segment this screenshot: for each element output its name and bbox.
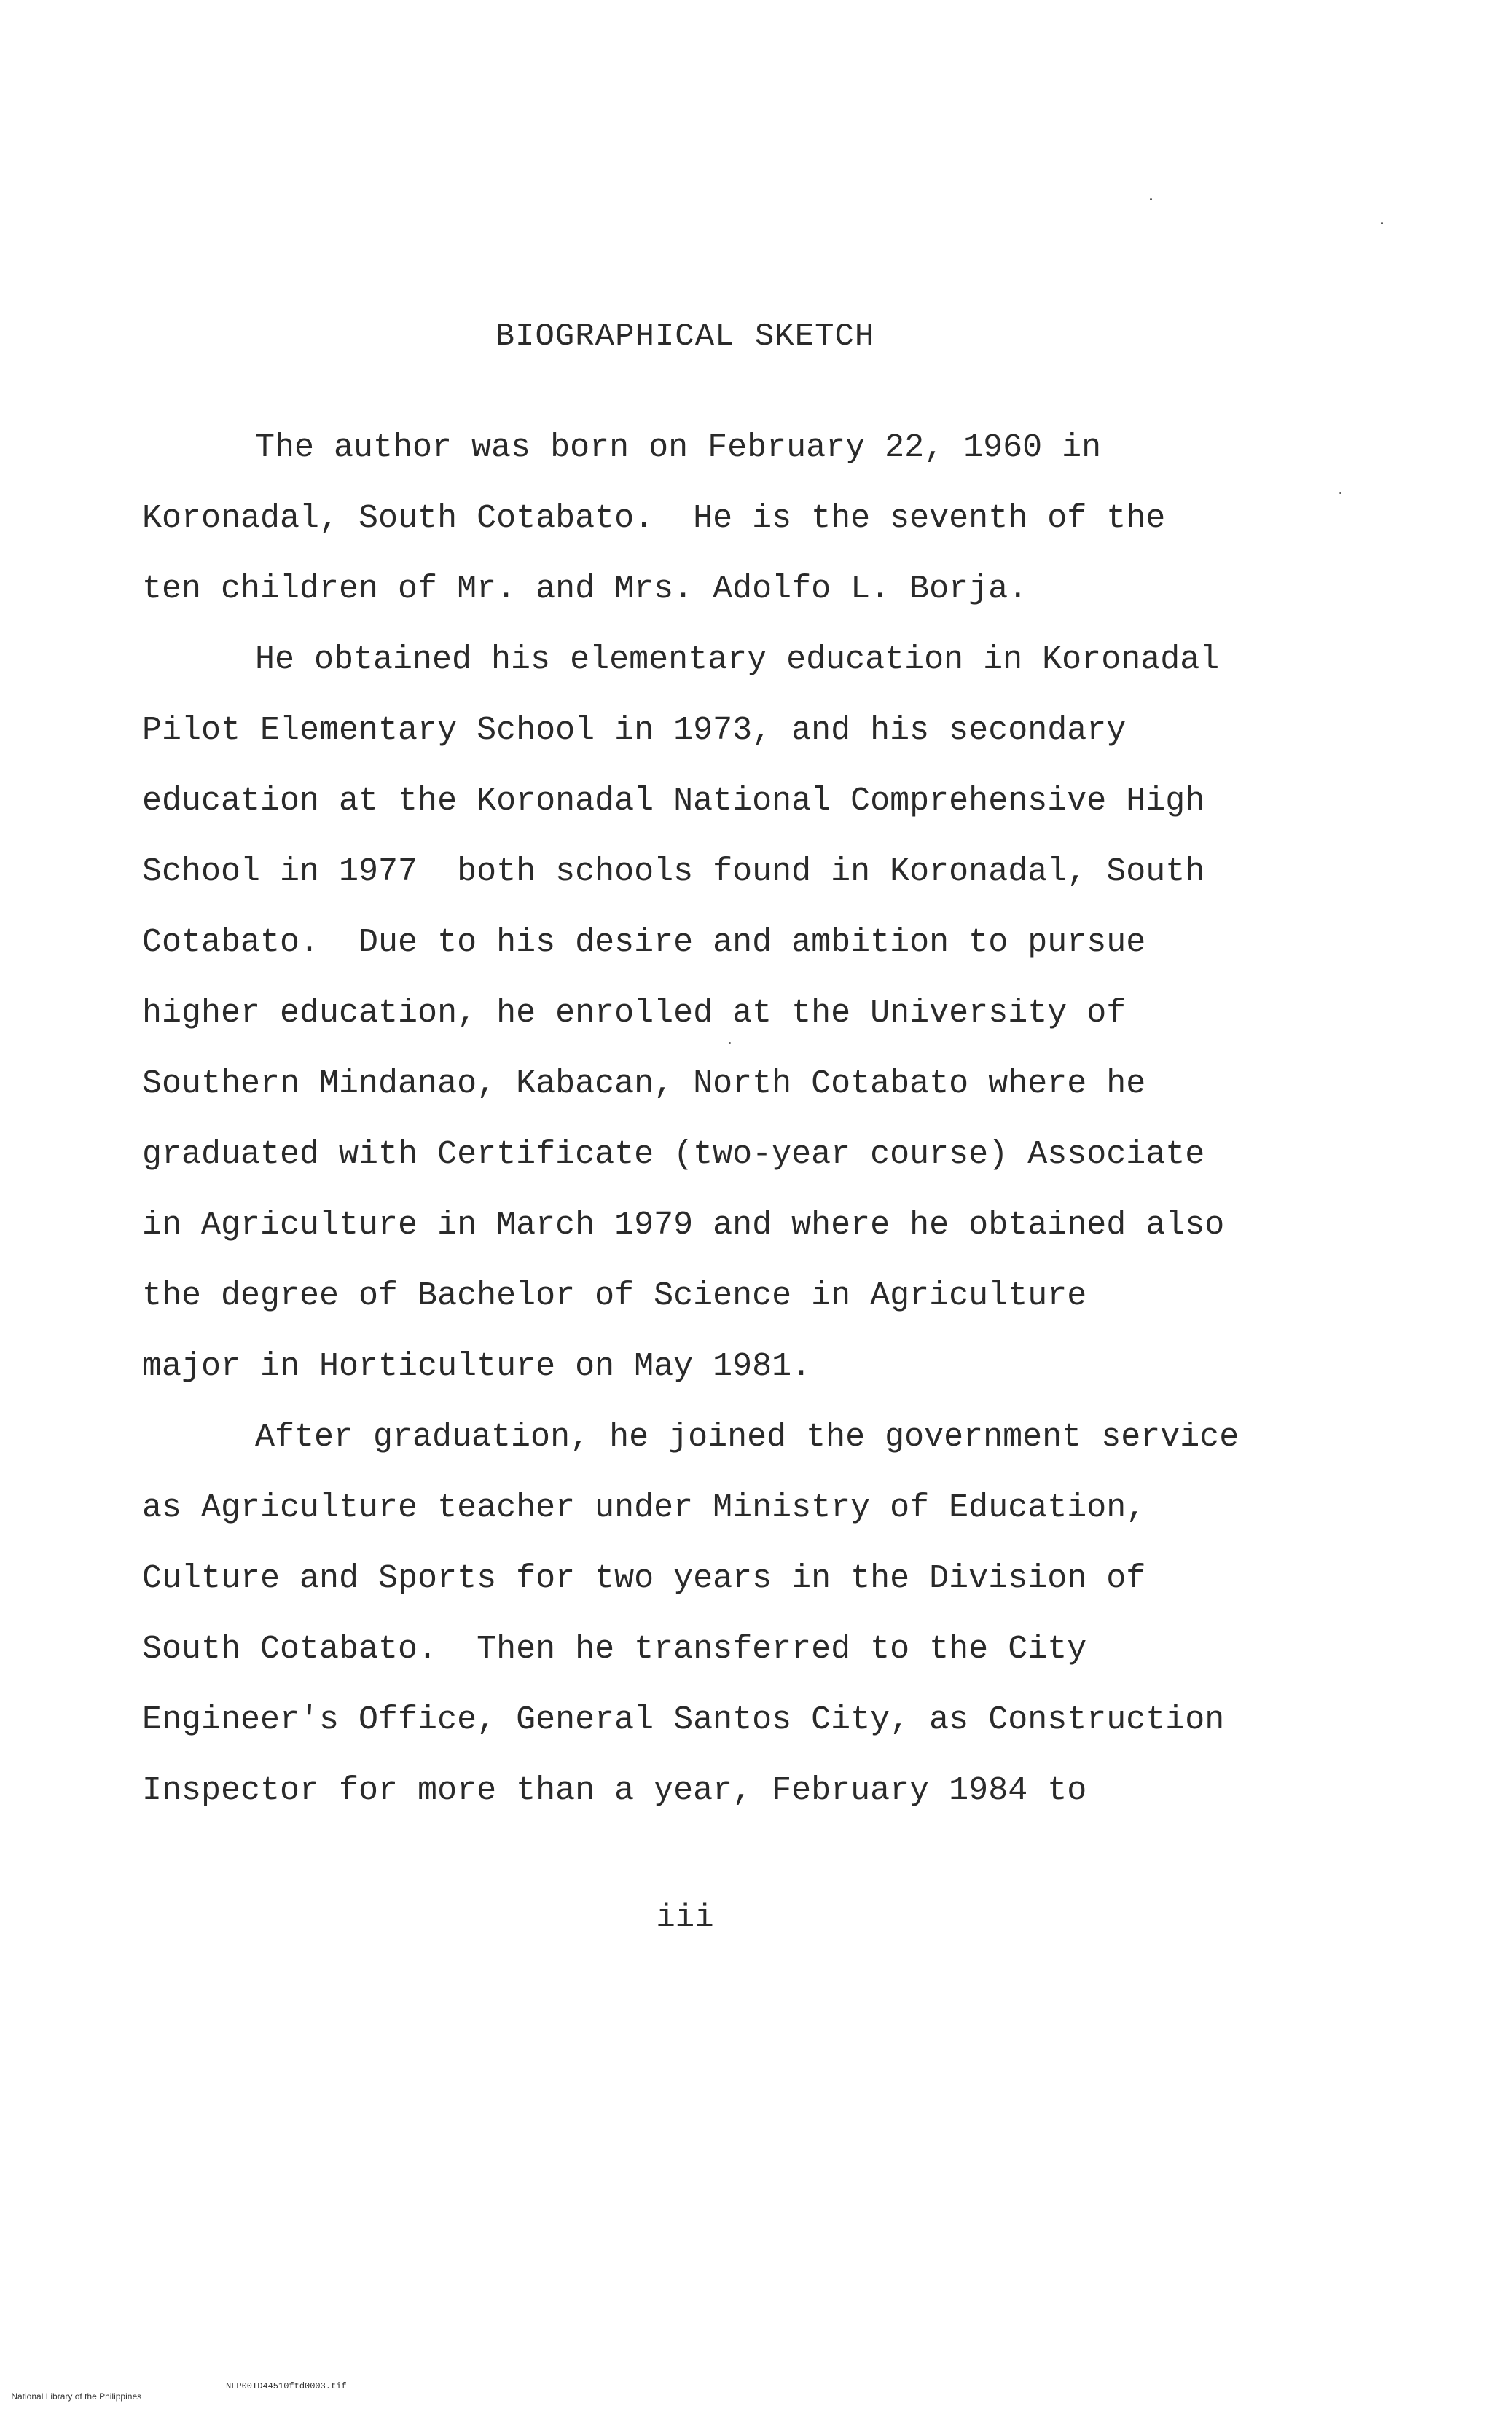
footer-file-name: NLP00TD44510ftd0003.tif — [226, 2381, 347, 2391]
text-line: He obtained his elementary education in Koronadal — [255, 641, 1220, 678]
text-line: Inspector for more than a year, February 1984 to — [142, 1772, 1087, 1809]
text-line: ten children of Mr. and Mrs. Adolfo L. Borja. — [142, 571, 1028, 608]
text-line: Southern Mindanao, Kabacan, North Cotabato where he — [142, 1065, 1146, 1102]
text-line: School in 1977 both schools found in Koronadal, South — [142, 853, 1205, 890]
text-line: as Agriculture teacher under Ministry of Education, — [142, 1489, 1146, 1527]
text-line: Koronadal, South Cotabato. He is the seventh of the — [142, 500, 1166, 537]
text-line: higher education, he enrolled at the University of — [142, 995, 1127, 1032]
scan-speck — [729, 1042, 731, 1044]
text-line: The author was born on February 22, 1960 in — [255, 429, 1102, 466]
footer-library: National Library of the Philippines — [11, 2391, 142, 2402]
text-line: Cotabato. Due to his desire and ambition to pursue — [142, 924, 1146, 961]
scan-speck — [1150, 198, 1152, 200]
text-line: education at the Koronadal National Comprehensive High — [142, 783, 1205, 820]
text-line: South Cotabato. Then he transferred to the City — [142, 1631, 1087, 1668]
scan-speck — [1381, 222, 1383, 224]
page-number: iii — [656, 1900, 714, 1936]
text-line: graduated with Certificate (two-year course) Associate — [142, 1136, 1205, 1173]
text-line: Pilot Elementary School in 1973, and his secondary — [142, 712, 1127, 749]
text-line: Culture and Sports for two years in the Division of — [142, 1560, 1146, 1597]
scan-footer — [1, 2381, 347, 2422]
document-title: BIOGRAPHICAL SKETCH — [495, 318, 875, 355]
text-line: in Agriculture in March 1979 and where he obtained also — [142, 1207, 1225, 1244]
text-line: After graduation, he joined the government service — [255, 1419, 1239, 1456]
text-line: the degree of Bachelor of Science in Agriculture — [142, 1277, 1087, 1314]
text-line: Engineer's Office, General Santos City, as Construction — [142, 1701, 1225, 1739]
text-line: major in Horticulture on May 1981. — [142, 1348, 812, 1385]
scan-speck — [1339, 492, 1341, 494]
